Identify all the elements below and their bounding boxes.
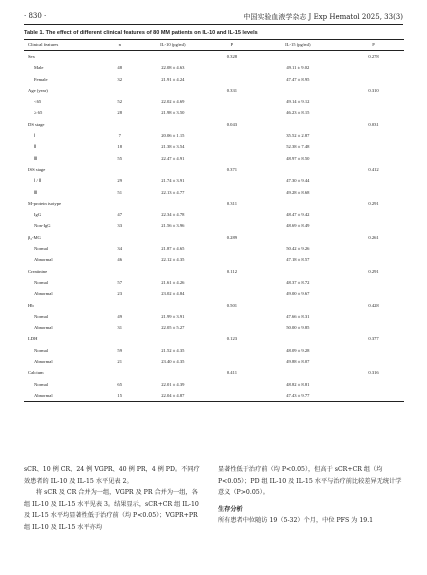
cell-p-il10 [211,322,252,333]
table-body [24,51,404,402]
cell-p-il10 [211,74,252,85]
cell-p-il15: 0.377 [368,336,379,342]
cell-n [105,333,134,344]
cell-n [105,300,134,311]
cell-il10: 21.56 ± 3.96 [161,223,185,229]
table-row [24,243,404,254]
table-row [24,85,404,96]
cell-il15: 47.47 ± 8.95 [286,76,310,82]
cell-n: 46 [117,257,123,263]
cell-il10: 23.40 ± 4.35 [161,359,185,365]
table-row [24,141,404,152]
cell-p-il10: 0.411 [226,370,237,376]
cell-il10: 22.01 ± 4.39 [161,381,185,387]
table-row [24,198,404,209]
cell-feature: Ⅱ [34,144,37,150]
cell-p-il15 [343,322,404,333]
cell-p-il10: 0.289 [226,234,238,240]
cell-il10: 23.02 ± 4.84 [161,291,185,297]
cell-p-il15 [343,209,404,220]
cell-il15: 46.23 ± 8.15 [286,110,310,116]
cell-il15: 48.97 ± 8.50 [286,155,310,161]
cell-il10 [134,198,211,209]
cell-il15: 48.09 ± 9.28 [286,347,310,353]
cell-il15 [253,333,344,344]
cell-p-il15 [343,96,404,107]
cell-p-il10: 0.501 [226,302,238,308]
paragraph: 显著性低于治疗前（均 P<0.05），但高于 sCR+CR 组（均 P<0.05）；PD 组 IL-10 及 IL-15 水平与治疗前比较差异无统计学意义（P>0.05）。 [218,466,402,496]
cell-n [105,51,134,63]
cell-p-il10: 0.331 [226,87,238,93]
cell-il15: 49.00 ± 9.67 [286,291,310,297]
cell-feature: IgG [34,212,42,218]
cell-il15 [253,300,344,311]
cell-feature: Normal [34,313,49,319]
paragraph: 将 sCR 及 CR 合并为一组，VGPR 及 PR 合并为一组，各组 IL-10 及 IL-15 水平见表 3。结果显示，sCR+CR 组 IL-10 及 IL-15 水平均显著性低于治疗前（均 P<0.05）；VGPR+PR 组 IL-10 及 IL-15 水平亦均 [24,489,199,531]
table-row [24,232,404,243]
cell-il10: 21.61 ± 4.26 [161,279,185,285]
cell-feature: Age (year) [28,87,48,93]
cell-feature: Abnormal [34,291,53,297]
cell-p-il15: 0.412 [368,166,379,172]
cell-il10: 22.47 ± 4.91 [161,155,185,161]
cell-n: 34 [117,246,123,252]
cell-il10 [134,333,211,344]
cell-feature: Ⅰ [34,133,36,139]
cell-n [105,119,134,130]
cell-p-il10 [211,141,252,152]
cell-p-il15 [343,277,404,288]
cell-p-il15: 0.310 [368,87,379,93]
cell-p-il10 [211,345,252,356]
cell-n: 57 [117,279,123,285]
cell-il15: 49.28 ± 8.68 [286,189,310,195]
table-caption: Table 1. The effect of different clinical features of 80 MM patients on IL-10 and IL-15 levels [24,30,258,36]
cell-feature: LDH [28,336,38,342]
cell-il10 [134,266,211,277]
cell-il10: 22.02 ± 4.69 [161,99,185,105]
cell-il15 [253,198,344,209]
cell-il10 [134,300,211,311]
cell-n: 47 [117,212,123,218]
cell-n: 59 [117,347,123,353]
cell-il15: 47.30 ± 9.44 [286,178,310,184]
table-header-row [24,40,404,51]
cell-il10 [134,164,211,175]
cell-n [105,367,134,378]
cell-il15: 50.00 ± 9.85 [286,325,310,331]
cell-p-il10 [211,379,252,390]
cell-il15: 48.37 ± 8.72 [286,279,310,285]
cell-il10: 22.34 ± 4.78 [161,212,185,218]
cell-feature: Sex [28,54,35,59]
table-row [24,254,404,265]
cell-il15: 47.66 ± 8.31 [286,313,310,319]
cell-p-il15: 0.291 [368,200,379,206]
cell-n: 18 [117,144,123,150]
cell-n [105,232,134,243]
col-header-p1: P [211,40,252,51]
page-number: · 830 · [24,12,47,20]
cell-il15: 47.43 ± 9.77 [253,390,344,402]
table-row [24,119,404,130]
cell-feature: Normal [34,347,49,353]
cell-p-il10 [211,175,252,186]
cell-il10: 21.74 ± 3.91 [161,178,185,184]
table-row [24,96,404,107]
cell-il15: 49.11 ± 9.02 [286,65,310,71]
cell-p-il15 [343,107,404,118]
cell-p-il10 [211,220,252,231]
table-row [24,345,404,356]
cell-feature: Abnormal [34,359,53,365]
cell-n: 31 [117,325,123,331]
cell-il15: 35.52 ± 2.87 [286,133,310,139]
cell-feature: Non-IgG [34,223,51,229]
cell-feature: DS stage [28,121,45,127]
col-header-n: n [105,40,134,51]
table-row [24,266,404,277]
body-column-right [218,464,406,527]
col-header-feature: Clinical features [24,40,105,51]
cell-p-il10: 0.311 [226,200,237,206]
cell-p-il10 [211,311,252,322]
cell-p-il10: 0.328 [226,54,238,59]
cell-feature: Calcium [28,370,44,376]
cell-p-il10: 0.043 [226,121,238,127]
table-row [24,107,404,118]
cell-p-il15 [343,311,404,322]
cell-p-il10 [211,243,252,254]
col-header-il15: IL-15 (pg/ml) [253,40,344,51]
cell-il10: 21.91 ± 4.24 [161,76,185,82]
cell-p-il10 [211,277,252,288]
cell-feature: Abnormal [24,390,105,402]
table-row [24,367,404,378]
cell-il15: 47.18 ± 8.57 [286,257,310,263]
cell-il15 [253,232,344,243]
cell-feature: Normal [34,381,49,387]
page-header [24,10,403,24]
cell-p-il15 [343,345,404,356]
cell-n: 28 [117,110,123,116]
cell-il10: 21.99 ± 3.91 [161,313,185,319]
section-heading: 生存分析 [218,505,243,513]
cell-feature: Ⅰ / Ⅱ [34,178,42,184]
cell-il10 [134,367,211,378]
cell-n: 29 [117,178,123,184]
cell-il10: 21.98 ± 3.50 [161,110,185,116]
cell-p-il15 [343,62,404,73]
cell-il15 [253,367,344,378]
cell-n: 21 [117,359,123,365]
cell-n: 55 [117,155,123,161]
cell-il15: 48.82 ± 8.81 [286,381,310,387]
cell-p-il15 [343,356,404,367]
cell-il15: 50.42 ± 9.26 [286,246,310,252]
cell-p-il10 [211,62,252,73]
cell-feature: Female [34,76,48,82]
paragraph: sCR、10 例 CR、24 例 VGPR、40 例 PR，4 例 PD。不同疗效患者的 IL-10 及 IL-15 水平见表 2。 [24,466,200,485]
cell-il10: 22.05 ± 5.27 [161,325,185,331]
table-row [24,153,404,164]
cell-il10: 20.06 ± 1.15 [161,133,185,139]
table-row [24,322,404,333]
body-column-left [24,464,202,533]
cell-n: 65 [117,381,123,387]
table-row [24,311,404,322]
journal-title: 中国实验血液学杂志 J Exp Hematol 2025, 33(3) [243,13,403,21]
cell-il15: 49.88 ± 8.07 [286,359,310,365]
cell-p-il10 [211,130,252,141]
cell-p-il10: 0.123 [226,336,238,342]
col-header-p2: P [343,40,404,51]
cell-n: 32 [117,76,123,82]
paragraph: 所有患者中位随访 19（5-32）个月，中位 PFS 为 19.1 [218,517,374,524]
cell-p-il10 [211,153,252,164]
cell-p-il10 [211,209,252,220]
table-row [24,379,404,390]
table-row [24,130,404,141]
cell-n: 15 [105,390,134,402]
cell-p-il15: 0.031 [368,121,379,127]
cell-il15 [253,266,344,277]
cell-il15: 49.14 ± 9.12 [286,99,310,105]
cell-il10: 21.87 ± 4.65 [161,246,185,252]
table-row [24,288,404,299]
cell-n [105,164,134,175]
table-row [24,220,404,231]
cell-p-il15 [343,187,404,198]
table-row [24,62,404,73]
table-row [24,356,404,367]
col-header-il10: IL-10 (pg/ml) [134,40,211,51]
cell-p-il10: 0.371 [226,166,238,172]
cell-il10: 22.04 ± 4.87 [134,390,211,402]
cell-p-il15: 0.316 [368,370,379,376]
cell-p-il10 [211,187,252,198]
cell-feature: Hb [28,302,34,308]
cell-n: 51 [117,189,123,195]
cell-p-il15 [343,130,404,141]
cell-p-il10 [211,390,252,402]
table-row [24,187,404,198]
cell-il10 [134,232,211,243]
table-row [24,175,404,186]
cell-feature: Abnormal [34,325,53,331]
cell-n: 48 [117,65,123,71]
cell-p-il15 [343,175,404,186]
cell-feature: ≥ 65 [34,110,43,116]
cell-p-il10: 0.112 [226,268,237,274]
cell-n: 23 [117,291,123,297]
cell-p-il15: 0.428 [368,302,379,308]
cell-p-il10 [211,356,252,367]
table-row [24,333,404,344]
header-rule [24,24,403,25]
cell-n [105,198,134,209]
cell-p-il15 [343,141,404,152]
table-row [24,51,404,63]
cell-p-il15 [343,153,404,164]
cell-il10: 21.38 ± 3.54 [161,144,185,150]
cell-il15 [253,119,344,130]
table-row [24,209,404,220]
cell-il10 [134,119,211,130]
cell-n [105,266,134,277]
table-row [24,74,404,85]
cell-p-il15 [343,220,404,231]
cell-il15 [253,51,344,63]
cell-feature: Ⅲ [34,189,38,195]
table-row [24,390,404,402]
table-row [24,164,404,175]
cell-p-il10 [211,288,252,299]
cell-feature: Normal [34,279,49,285]
cell-p-il15 [343,243,404,254]
cell-feature: <65 [34,99,42,105]
cell-p-il15: 0.261 [368,234,379,240]
cell-p-il15 [343,74,404,85]
cell-n: 7 [118,133,121,139]
cell-il10: 22.12 ± 4.35 [161,257,185,263]
cell-feature: ISS stage [28,166,46,172]
cell-p-il10 [211,107,252,118]
cell-feature: Normal [34,246,49,252]
cell-il15: 48.69 ± 8.49 [286,223,310,229]
cell-p-il15 [343,254,404,265]
cell-feature: Abnormal [34,257,53,263]
cell-il15 [253,164,344,175]
cell-p-il15 [343,379,404,390]
cell-p-il15 [343,288,404,299]
cell-il10: 22.13 ± 4.77 [161,189,185,195]
cell-feature: Male [34,65,44,71]
cell-feature: β₂-MG [28,234,41,240]
cell-p-il15 [343,390,404,402]
cell-il10 [134,85,211,96]
cell-il10: 21.52 ± 4.35 [161,347,185,353]
cell-il15 [253,85,344,96]
cell-feature: Ⅲ [34,155,38,161]
cell-feature: M-protein isotype [28,200,62,206]
cell-n: 49 [117,313,123,319]
table-row [24,300,404,311]
cell-il10 [134,51,211,63]
cell-p-il15: 0.278 [368,54,379,59]
cell-n: 52 [117,99,123,105]
cell-n [105,85,134,96]
cell-il15: 48.47 ± 9.42 [286,212,310,218]
clinical-features-table [24,39,404,402]
table-row [24,277,404,288]
cell-il15: 52.38 ± 7.48 [286,144,310,150]
cell-n: 33 [117,223,123,229]
cell-p-il15: 0.291 [368,268,379,274]
cell-p-il10 [211,96,252,107]
cell-feature: Creatinine [28,268,48,274]
cell-il10: 22.08 ± 4.63 [161,65,185,71]
cell-p-il10 [211,254,252,265]
